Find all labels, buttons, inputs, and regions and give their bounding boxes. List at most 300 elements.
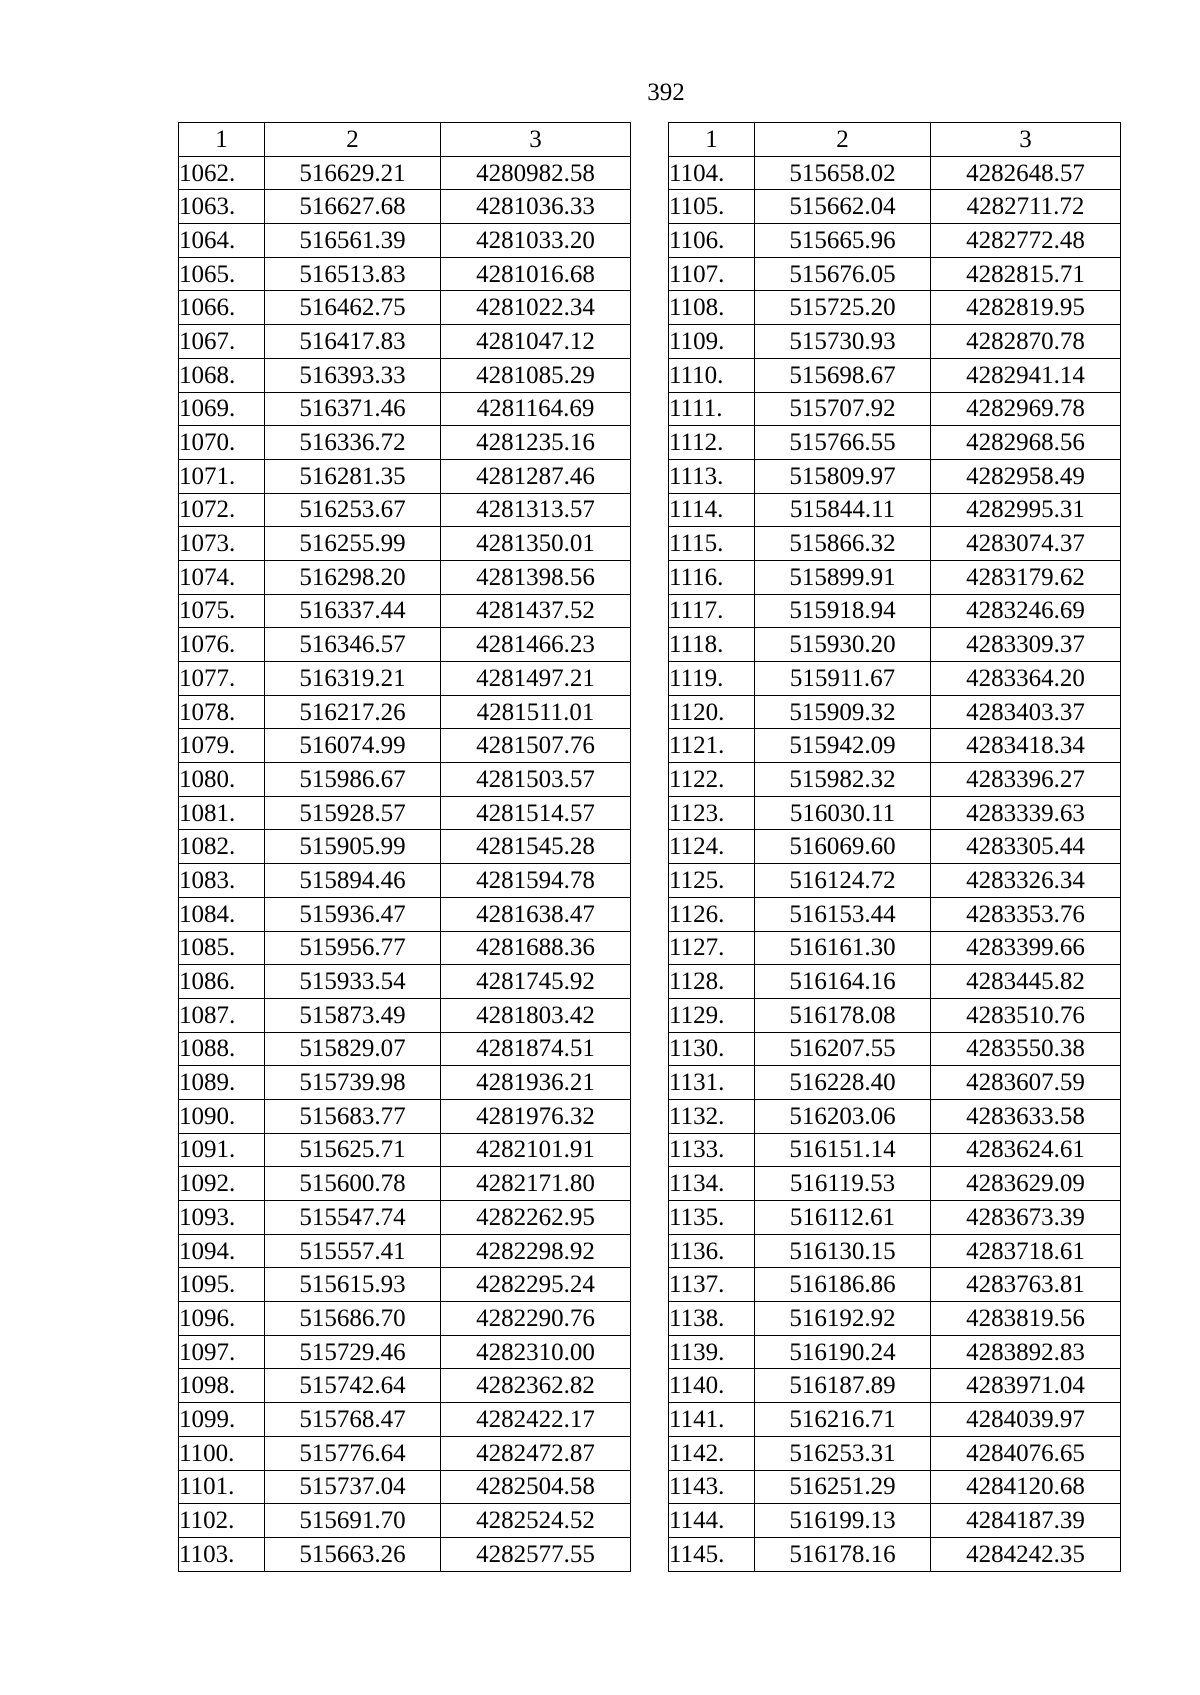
table-row <box>179 1201 631 1235</box>
point-number-cell: 1075. <box>179 594 265 628</box>
table-row <box>669 527 1121 561</box>
x-coordinate-cell: 516203.06 <box>755 1099 931 1133</box>
y-coordinate-cell: 4283445.82 <box>931 965 1121 999</box>
point-number-cell: 1085. <box>179 931 265 965</box>
x-coordinate-cell: 515625.71 <box>265 1133 441 1167</box>
table-row <box>179 1268 631 1302</box>
x-coordinate-cell: 516069.60 <box>755 830 931 864</box>
y-coordinate-cell: 4283892.83 <box>931 1335 1121 1369</box>
y-coordinate-cell: 4283763.81 <box>931 1268 1121 1302</box>
table-row <box>179 1099 631 1133</box>
point-number-cell: 1068. <box>179 358 265 392</box>
x-coordinate-cell: 515615.93 <box>265 1268 441 1302</box>
header-y-coordinate: 3 <box>931 123 1121 157</box>
y-coordinate-cell: 4281594.78 <box>441 864 631 898</box>
table-row <box>669 965 1121 999</box>
y-coordinate-cell: 4281313.57 <box>441 493 631 527</box>
point-number-cell: 1082. <box>179 830 265 864</box>
point-number-cell: 1087. <box>179 998 265 1032</box>
x-coordinate-cell: 516074.99 <box>265 729 441 763</box>
point-number-cell: 1129. <box>669 998 755 1032</box>
point-number-cell: 1118. <box>669 628 755 662</box>
point-number-cell: 1119. <box>669 662 755 696</box>
point-number-cell: 1071. <box>179 459 265 493</box>
x-coordinate-cell: 515742.64 <box>265 1369 441 1403</box>
table-header-row <box>179 123 631 157</box>
x-coordinate-cell: 516336.72 <box>265 426 441 460</box>
point-number-cell: 1062. <box>179 156 265 190</box>
y-coordinate-cell: 4283305.44 <box>931 830 1121 864</box>
table-row <box>179 1302 631 1336</box>
point-number-cell: 1115. <box>669 527 755 561</box>
y-coordinate-cell: 4283673.39 <box>931 1201 1121 1235</box>
table-row <box>179 190 631 224</box>
table-row <box>179 1470 631 1504</box>
point-number-cell: 1108. <box>669 291 755 325</box>
x-coordinate-cell: 515707.92 <box>755 392 931 426</box>
table-row <box>669 1066 1121 1100</box>
table-row <box>669 662 1121 696</box>
y-coordinate-cell: 4283326.34 <box>931 864 1121 898</box>
x-coordinate-cell: 516178.16 <box>755 1537 931 1571</box>
point-number-cell: 1137. <box>669 1268 755 1302</box>
point-number-cell: 1081. <box>179 796 265 830</box>
x-coordinate-cell: 515894.46 <box>265 864 441 898</box>
table-row <box>669 1537 1121 1571</box>
table-row <box>669 1167 1121 1201</box>
y-coordinate-cell: 4281545.28 <box>441 830 631 864</box>
point-number-cell: 1136. <box>669 1234 755 1268</box>
x-coordinate-cell: 515725.20 <box>755 291 931 325</box>
table-row <box>669 493 1121 527</box>
y-coordinate-cell: 4283246.69 <box>931 594 1121 628</box>
y-coordinate-cell: 4281936.21 <box>441 1066 631 1100</box>
x-coordinate-cell: 515730.93 <box>755 325 931 359</box>
table-row <box>179 459 631 493</box>
point-number-cell: 1103. <box>179 1537 265 1571</box>
table-row <box>179 291 631 325</box>
table-row <box>669 190 1121 224</box>
y-coordinate-cell: 4283364.20 <box>931 662 1121 696</box>
y-coordinate-cell: 4281350.01 <box>441 527 631 561</box>
y-coordinate-cell: 4282298.92 <box>441 1234 631 1268</box>
y-coordinate-cell: 4282524.52 <box>441 1504 631 1538</box>
point-number-cell: 1067. <box>179 325 265 359</box>
y-coordinate-cell: 4284187.39 <box>931 1504 1121 1538</box>
y-coordinate-cell: 4283353.76 <box>931 897 1121 931</box>
table-row <box>669 796 1121 830</box>
page-number: 392 <box>647 79 685 106</box>
x-coordinate-cell: 516462.75 <box>265 291 441 325</box>
point-number-cell: 1126. <box>669 897 755 931</box>
x-coordinate-cell: 516190.24 <box>755 1335 931 1369</box>
x-coordinate-cell: 515739.98 <box>265 1066 441 1100</box>
point-number-cell: 1128. <box>669 965 755 999</box>
x-coordinate-cell: 515686.70 <box>265 1302 441 1336</box>
y-coordinate-cell: 4284120.68 <box>931 1470 1121 1504</box>
point-number-cell: 1134. <box>669 1167 755 1201</box>
table-row <box>179 392 631 426</box>
x-coordinate-cell: 515691.70 <box>265 1504 441 1538</box>
y-coordinate-cell: 4281437.52 <box>441 594 631 628</box>
header-x-coordinate: 2 <box>265 123 441 157</box>
point-number-cell: 1121. <box>669 729 755 763</box>
point-number-cell: 1093. <box>179 1201 265 1235</box>
x-coordinate-cell: 516192.92 <box>755 1302 931 1336</box>
table-row <box>179 224 631 258</box>
point-number-cell: 1123. <box>669 796 755 830</box>
y-coordinate-cell: 4281398.56 <box>441 560 631 594</box>
y-coordinate-cell: 4283418.34 <box>931 729 1121 763</box>
y-coordinate-cell: 4280982.58 <box>441 156 631 190</box>
y-coordinate-cell: 4283629.09 <box>931 1167 1121 1201</box>
table-row <box>669 1470 1121 1504</box>
table-row <box>669 560 1121 594</box>
table-row <box>669 998 1121 1032</box>
point-number-cell: 1097. <box>179 1335 265 1369</box>
table-row <box>669 156 1121 190</box>
point-number-cell: 1099. <box>179 1403 265 1437</box>
x-coordinate-cell: 515928.57 <box>265 796 441 830</box>
y-coordinate-cell: 4283403.37 <box>931 695 1121 729</box>
table-header-row <box>669 123 1121 157</box>
point-number-cell: 1138. <box>669 1302 755 1336</box>
y-coordinate-cell: 4281047.12 <box>441 325 631 359</box>
table-row <box>669 897 1121 931</box>
point-number-cell: 1065. <box>179 257 265 291</box>
point-number-cell: 1098. <box>179 1369 265 1403</box>
x-coordinate-cell: 515909.32 <box>755 695 931 729</box>
table-row <box>179 426 631 460</box>
y-coordinate-cell: 4283607.59 <box>931 1066 1121 1100</box>
y-coordinate-cell: 4283309.37 <box>931 628 1121 662</box>
header-x-coordinate: 2 <box>755 123 931 157</box>
point-number-cell: 1114. <box>669 493 755 527</box>
point-number-cell: 1079. <box>179 729 265 763</box>
point-number-cell: 1112. <box>669 426 755 460</box>
point-number-cell: 1122. <box>669 763 755 797</box>
table-row <box>669 1099 1121 1133</box>
y-coordinate-cell: 4283399.66 <box>931 931 1121 965</box>
y-coordinate-cell: 4281511.01 <box>441 695 631 729</box>
y-coordinate-cell: 4281033.20 <box>441 224 631 258</box>
y-coordinate-cell: 4283339.63 <box>931 796 1121 830</box>
point-number-cell: 1086. <box>179 965 265 999</box>
x-coordinate-cell: 516251.29 <box>755 1470 931 1504</box>
header-point-number: 1 <box>669 123 755 157</box>
point-number-cell: 1144. <box>669 1504 755 1538</box>
table-row <box>179 358 631 392</box>
x-coordinate-cell: 516216.71 <box>755 1403 931 1437</box>
x-coordinate-cell: 516255.99 <box>265 527 441 561</box>
y-coordinate-cell: 4282295.24 <box>441 1268 631 1302</box>
point-number-cell: 1113. <box>669 459 755 493</box>
y-coordinate-cell: 4282362.82 <box>441 1369 631 1403</box>
x-coordinate-cell: 515844.11 <box>755 493 931 527</box>
table-row <box>669 1302 1121 1336</box>
x-coordinate-cell: 516178.08 <box>755 998 931 1032</box>
x-coordinate-cell: 516228.40 <box>755 1066 931 1100</box>
table-row <box>669 1234 1121 1268</box>
x-coordinate-cell: 516207.55 <box>755 1032 931 1066</box>
x-coordinate-cell: 515936.47 <box>265 897 441 931</box>
x-coordinate-cell: 516112.61 <box>755 1201 931 1235</box>
y-coordinate-cell: 4281164.69 <box>441 392 631 426</box>
point-number-cell: 1117. <box>669 594 755 628</box>
x-coordinate-cell: 515930.20 <box>755 628 931 662</box>
y-coordinate-cell: 4282472.87 <box>441 1436 631 1470</box>
point-number-cell: 1102. <box>179 1504 265 1538</box>
point-number-cell: 1135. <box>669 1201 755 1235</box>
point-number-cell: 1069. <box>179 392 265 426</box>
y-coordinate-cell: 4283624.61 <box>931 1133 1121 1167</box>
y-coordinate-cell: 4281022.34 <box>441 291 631 325</box>
x-coordinate-cell: 515768.47 <box>265 1403 441 1437</box>
y-coordinate-cell: 4282290.76 <box>441 1302 631 1336</box>
x-coordinate-cell: 516187.89 <box>755 1369 931 1403</box>
y-coordinate-cell: 4282171.80 <box>441 1167 631 1201</box>
table-row <box>669 459 1121 493</box>
x-coordinate-cell: 515557.41 <box>265 1234 441 1268</box>
y-coordinate-cell: 4283396.27 <box>931 763 1121 797</box>
x-coordinate-cell: 515905.99 <box>265 830 441 864</box>
table-row <box>179 1133 631 1167</box>
x-coordinate-cell: 516164.16 <box>755 965 931 999</box>
y-coordinate-cell: 4281874.51 <box>441 1032 631 1066</box>
y-coordinate-cell: 4281497.21 <box>441 662 631 696</box>
x-coordinate-cell: 515665.96 <box>755 224 931 258</box>
table-row <box>669 224 1121 258</box>
point-number-cell: 1106. <box>669 224 755 258</box>
table-row <box>179 1335 631 1369</box>
y-coordinate-cell: 4281514.57 <box>441 796 631 830</box>
point-number-cell: 1100. <box>179 1436 265 1470</box>
table-row <box>179 662 631 696</box>
table-row <box>669 291 1121 325</box>
table-row <box>179 864 631 898</box>
y-coordinate-cell: 4281466.23 <box>441 628 631 662</box>
table-row <box>179 628 631 662</box>
header-point-number: 1 <box>179 123 265 157</box>
y-coordinate-cell: 4281745.92 <box>441 965 631 999</box>
table-row <box>179 1403 631 1437</box>
table-row <box>669 358 1121 392</box>
x-coordinate-cell: 516253.31 <box>755 1436 931 1470</box>
point-number-cell: 1133. <box>669 1133 755 1167</box>
table-row <box>669 257 1121 291</box>
x-coordinate-cell: 516561.39 <box>265 224 441 258</box>
point-number-cell: 1089. <box>179 1066 265 1100</box>
table-row <box>669 1032 1121 1066</box>
x-coordinate-cell: 516281.35 <box>265 459 441 493</box>
y-coordinate-cell: 4281085.29 <box>441 358 631 392</box>
y-coordinate-cell: 4282422.17 <box>441 1403 631 1437</box>
x-coordinate-cell: 515809.97 <box>755 459 931 493</box>
point-number-cell: 1125. <box>669 864 755 898</box>
table-row <box>179 156 631 190</box>
x-coordinate-cell: 516199.13 <box>755 1504 931 1538</box>
x-coordinate-cell: 515658.02 <box>755 156 931 190</box>
x-coordinate-cell: 515776.64 <box>265 1436 441 1470</box>
y-coordinate-cell: 4282262.95 <box>441 1201 631 1235</box>
x-coordinate-cell: 516417.83 <box>265 325 441 359</box>
y-coordinate-cell: 4283971.04 <box>931 1369 1121 1403</box>
y-coordinate-cell: 4281016.68 <box>441 257 631 291</box>
point-number-cell: 1066. <box>179 291 265 325</box>
point-number-cell: 1130. <box>669 1032 755 1066</box>
point-number-cell: 1064. <box>179 224 265 258</box>
table-row <box>669 729 1121 763</box>
y-coordinate-cell: 4282504.58 <box>441 1470 631 1504</box>
x-coordinate-cell: 516627.68 <box>265 190 441 224</box>
y-coordinate-cell: 4283179.62 <box>931 560 1121 594</box>
x-coordinate-cell: 516346.57 <box>265 628 441 662</box>
x-coordinate-cell: 516186.86 <box>755 1268 931 1302</box>
y-coordinate-cell: 4282995.31 <box>931 493 1121 527</box>
x-coordinate-cell: 516130.15 <box>755 1234 931 1268</box>
x-coordinate-cell: 515663.26 <box>265 1537 441 1571</box>
y-coordinate-cell: 4282577.55 <box>441 1537 631 1571</box>
x-coordinate-cell: 515698.67 <box>755 358 931 392</box>
table-row <box>179 830 631 864</box>
y-coordinate-cell: 4282648.57 <box>931 156 1121 190</box>
table-row <box>669 763 1121 797</box>
table-row <box>179 1537 631 1571</box>
x-coordinate-cell: 516319.21 <box>265 662 441 696</box>
x-coordinate-cell: 516151.14 <box>755 1133 931 1167</box>
header-y-coordinate: 3 <box>441 123 631 157</box>
x-coordinate-cell: 515942.09 <box>755 729 931 763</box>
table-row <box>179 257 631 291</box>
y-coordinate-cell: 4281688.36 <box>441 931 631 965</box>
table-row <box>669 695 1121 729</box>
y-coordinate-cell: 4282101.91 <box>441 1133 631 1167</box>
coordinates-table-right <box>668 122 1121 1572</box>
x-coordinate-cell: 515766.55 <box>755 426 931 460</box>
point-number-cell: 1120. <box>669 695 755 729</box>
table-row <box>179 325 631 359</box>
table-row <box>179 763 631 797</box>
table-row <box>669 594 1121 628</box>
point-number-cell: 1101. <box>179 1470 265 1504</box>
table-row <box>179 965 631 999</box>
point-number-cell: 1072. <box>179 493 265 527</box>
table-row <box>669 1369 1121 1403</box>
point-number-cell: 1127. <box>669 931 755 965</box>
y-coordinate-cell: 4282968.56 <box>931 426 1121 460</box>
point-number-cell: 1073. <box>179 527 265 561</box>
x-coordinate-cell: 516119.53 <box>755 1167 931 1201</box>
y-coordinate-cell: 4281503.57 <box>441 763 631 797</box>
point-number-cell: 1105. <box>669 190 755 224</box>
point-number-cell: 1104. <box>669 156 755 190</box>
point-number-cell: 1132. <box>669 1099 755 1133</box>
x-coordinate-cell: 516371.46 <box>265 392 441 426</box>
y-coordinate-cell: 4281803.42 <box>441 998 631 1032</box>
table-row <box>669 392 1121 426</box>
y-coordinate-cell: 4282819.95 <box>931 291 1121 325</box>
table-row <box>179 931 631 965</box>
point-number-cell: 1139. <box>669 1335 755 1369</box>
point-number-cell: 1078. <box>179 695 265 729</box>
x-coordinate-cell: 515956.77 <box>265 931 441 965</box>
point-number-cell: 1084. <box>179 897 265 931</box>
table-row <box>179 998 631 1032</box>
x-coordinate-cell: 516298.20 <box>265 560 441 594</box>
table-row <box>669 1335 1121 1369</box>
coordinates-table-left <box>178 122 631 1572</box>
table-row <box>669 1268 1121 1302</box>
point-number-cell: 1109. <box>669 325 755 359</box>
table-row <box>179 729 631 763</box>
point-number-cell: 1070. <box>179 426 265 460</box>
y-coordinate-cell: 4281235.16 <box>441 426 631 460</box>
point-number-cell: 1080. <box>179 763 265 797</box>
table-row <box>179 527 631 561</box>
y-coordinate-cell: 4284076.65 <box>931 1436 1121 1470</box>
table-row <box>669 1504 1121 1538</box>
y-coordinate-cell: 4282815.71 <box>931 257 1121 291</box>
x-coordinate-cell: 515866.32 <box>755 527 931 561</box>
x-coordinate-cell: 516253.67 <box>265 493 441 527</box>
point-number-cell: 1141. <box>669 1403 755 1437</box>
y-coordinate-cell: 4281638.47 <box>441 897 631 931</box>
x-coordinate-cell: 515662.04 <box>755 190 931 224</box>
table-row <box>669 426 1121 460</box>
x-coordinate-cell: 515737.04 <box>265 1470 441 1504</box>
y-coordinate-cell: 4282711.72 <box>931 190 1121 224</box>
x-coordinate-cell: 516513.83 <box>265 257 441 291</box>
table-row <box>669 864 1121 898</box>
x-coordinate-cell: 515918.94 <box>755 594 931 628</box>
x-coordinate-cell: 515899.91 <box>755 560 931 594</box>
table-row <box>179 493 631 527</box>
table-row <box>179 1234 631 1268</box>
x-coordinate-cell: 516629.21 <box>265 156 441 190</box>
x-coordinate-cell: 515676.05 <box>755 257 931 291</box>
point-number-cell: 1124. <box>669 830 755 864</box>
x-coordinate-cell: 516124.72 <box>755 864 931 898</box>
table-row <box>669 931 1121 965</box>
y-coordinate-cell: 4282958.49 <box>931 459 1121 493</box>
point-number-cell: 1131. <box>669 1066 755 1100</box>
point-number-cell: 1091. <box>179 1133 265 1167</box>
x-coordinate-cell: 515829.07 <box>265 1032 441 1066</box>
table-row <box>179 1369 631 1403</box>
y-coordinate-cell: 4284242.35 <box>931 1537 1121 1571</box>
point-number-cell: 1094. <box>179 1234 265 1268</box>
y-coordinate-cell: 4281287.46 <box>441 459 631 493</box>
table-row <box>179 1032 631 1066</box>
table-row <box>669 1403 1121 1437</box>
x-coordinate-cell: 515933.54 <box>265 965 441 999</box>
x-coordinate-cell: 516217.26 <box>265 695 441 729</box>
y-coordinate-cell: 4283819.56 <box>931 1302 1121 1336</box>
table-row <box>179 1504 631 1538</box>
x-coordinate-cell: 516393.33 <box>265 358 441 392</box>
point-number-cell: 1107. <box>669 257 755 291</box>
table-row <box>179 1066 631 1100</box>
x-coordinate-cell: 515547.74 <box>265 1201 441 1235</box>
y-coordinate-cell: 4282870.78 <box>931 325 1121 359</box>
table-row <box>669 1436 1121 1470</box>
y-coordinate-cell: 4282969.78 <box>931 392 1121 426</box>
point-number-cell: 1077. <box>179 662 265 696</box>
table-row <box>179 560 631 594</box>
table-row <box>179 796 631 830</box>
y-coordinate-cell: 4282772.48 <box>931 224 1121 258</box>
table-row <box>179 1167 631 1201</box>
